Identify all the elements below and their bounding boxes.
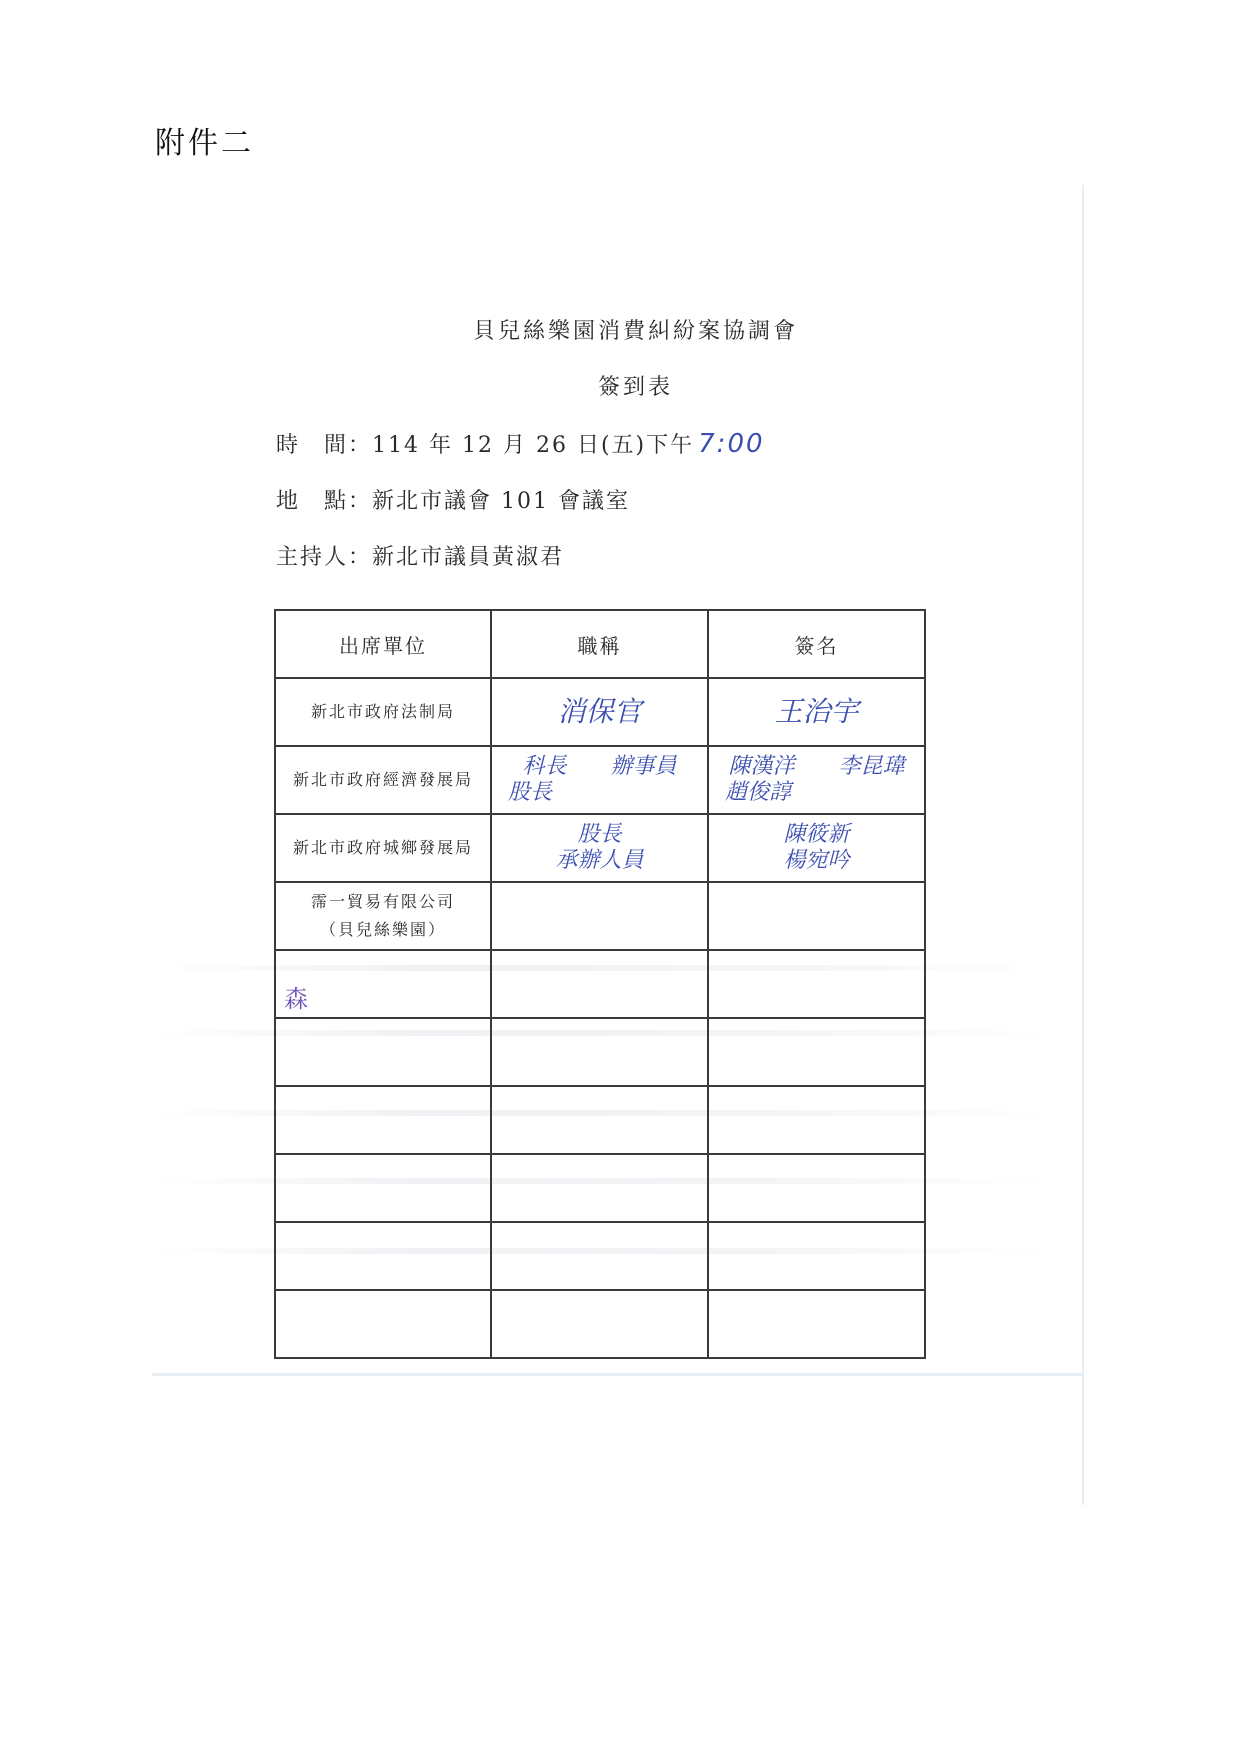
title-cell [491,1086,708,1154]
table-row [275,678,925,746]
unit-cell [275,746,491,814]
meeting-host-label: 主持人： [276,545,373,570]
table-row [275,814,925,882]
table-row [275,1086,925,1154]
handwritten-title: 股長 [577,822,622,847]
table-row [275,1222,925,1290]
unit-name: 新北市政府城鄉發展局 [292,838,473,857]
meeting-host-value: 新北市議員黃淑君 [372,545,565,570]
signature-cell [708,1290,925,1358]
attachment-label: 附件二 [155,126,254,161]
header-unit: 出席單位 [275,610,491,678]
meeting-place-label: 地 點： [276,489,373,514]
title-cell [491,1222,708,1290]
signature-cell [708,882,925,950]
handwritten-title: 消保官 [557,695,642,728]
handwritten-signature: 趙俊諄 [725,780,792,805]
title-cell [491,1154,708,1222]
meeting-time-label: 時 間： [276,433,373,458]
unit-name: 新北市政府法制局 [310,702,455,721]
signature-cell [708,1086,925,1154]
header-title: 職稱 [491,610,708,678]
unit-cell [275,1018,491,1086]
signature-cell [708,678,925,746]
handwritten-signature: 楊宛吟 [783,848,850,873]
title-cell [491,814,708,882]
unit-cell [275,1222,491,1290]
document-title: 貝兒絲樂園消費糾紛案協調會 [472,319,798,344]
handwritten-signature: 王治宇 [774,695,859,728]
signin-table [274,609,926,1359]
title-cell [491,746,708,814]
unit-cell [275,1086,491,1154]
meeting-place-value: 新北市議會 101 會議室 [372,489,630,514]
table-row [275,1290,925,1358]
signin-table-header [275,610,925,678]
header-signature: 簽名 [708,610,925,678]
table-row [275,746,925,814]
handwritten-title: 承辦人員 [555,848,644,873]
title-cell [491,1290,708,1358]
scan-edge [152,1373,1084,1376]
unit-cell [275,678,491,746]
signature-cell [708,950,925,1018]
meeting-time [276,428,765,459]
table-row [275,1018,925,1086]
meeting-place [276,484,630,515]
unit-cell [275,1290,491,1358]
meeting-time-printed: 114 年 12 月 26 日(五)下午 [372,433,695,458]
title-cell [491,882,708,950]
table-row [275,1154,925,1222]
handwritten-signature: 陳筱新 [783,822,850,847]
meeting-time-handwritten: 7:00 [698,429,765,459]
title-cell [491,1018,708,1086]
unit-name-note: （貝兒絲樂園） [319,920,446,939]
table-row [275,950,925,1018]
signature-cell [708,1018,925,1086]
unit-cell [275,882,491,950]
signature-cell [708,746,925,814]
document-subtitle: 簽到表 [597,375,673,400]
unit-name: 新北市政府經濟發展局 [292,770,473,789]
handwritten-mark: 森 [284,985,308,1013]
title-cell [491,950,708,1018]
unit-name: 霈一貿易有限公司 [310,892,455,911]
title-cell [491,678,708,746]
table-row [275,882,925,950]
signature-cell [708,1154,925,1222]
unit-cell [275,950,491,1018]
signature-cell [708,1222,925,1290]
unit-cell [275,814,491,882]
handwritten-title: 股長 [508,780,553,805]
meeting-host [276,540,564,571]
unit-cell [275,1154,491,1222]
handwritten-title: 科長 辦事員 [522,754,677,779]
signature-cell [708,814,925,882]
handwritten-signature: 陳漢洋 李昆瑋 [728,754,905,779]
